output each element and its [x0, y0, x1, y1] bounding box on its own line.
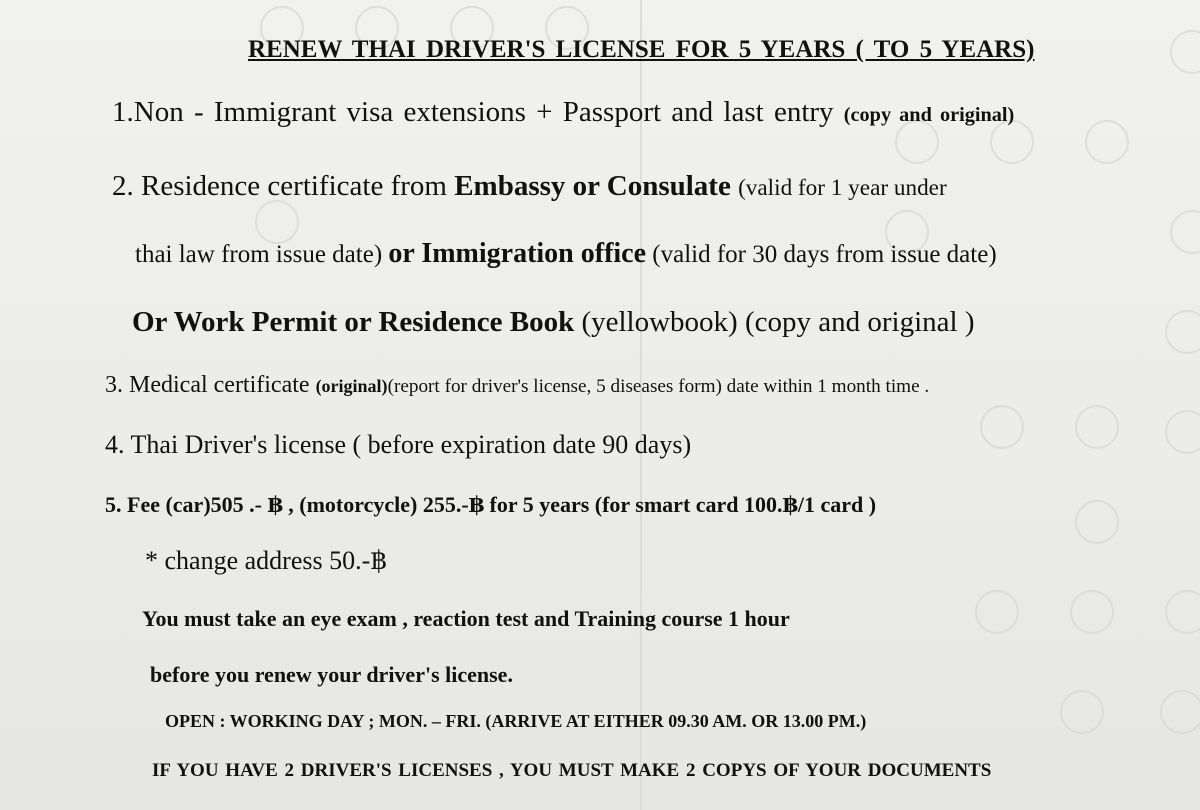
requirement-3-original: (original) — [315, 376, 388, 396]
requirement-2-validity: (valid for 1 year under — [738, 175, 947, 201]
requirement-2-line3 — [132, 306, 974, 339]
requirement-2-law: thai law from issue date) — [135, 241, 383, 268]
background-mark — [980, 405, 1024, 449]
requirement-2-embassy: Embassy or Consulate — [454, 170, 731, 202]
requirement-2-work-permit: Or Work Permit or Residence Book — [132, 306, 575, 338]
background-mark — [1165, 410, 1200, 454]
opening-hours: OPEN : WORKING DAY ; MON. – FRI. (ARRIVE AT EITHER 09.30 AM. OR 13.00 PM.) — [165, 711, 867, 731]
requirement-2-immigration-validity: (valid for 30 days from issue date) — [652, 241, 997, 268]
requirement-1-note: (copy and original) — [843, 104, 1015, 126]
requirement-2-yellowbook: (yellowbook) (copy and original ) — [581, 306, 975, 338]
requirement-3-text: 3. Medical certificate — [105, 372, 310, 398]
change-address-fee: * change address 50.-฿ — [145, 546, 387, 575]
requirement-2-immigration: or Immigration office — [388, 238, 647, 269]
background-mark — [1170, 30, 1200, 74]
requirement-2-text: 2. Residence certificate from — [112, 170, 447, 202]
background-mark — [1165, 310, 1200, 354]
background-mark — [1170, 210, 1200, 254]
background-mark — [1075, 405, 1119, 449]
requirement-3 — [105, 372, 929, 399]
page-title: RENEW THAI DRIVER'S LICENSE FOR 5 YEARS ( TO 5 YEARS) — [248, 36, 1035, 63]
requirement-4: 4. Thai Driver's license ( before expiration date 90 days) — [105, 430, 692, 459]
requirement-1-text: 1.Non - Immigrant visa extensions + Passport and last entry — [112, 96, 834, 128]
requirement-2 — [112, 170, 947, 203]
copies-warning: IF YOU HAVE 2 DRIVER'S LICENSES , YOU MUST MAKE 2 COPYS OF YOUR DOCUMENTS — [152, 760, 992, 781]
background-mark — [975, 590, 1019, 634]
requirement-3-detail: (report for driver's license, 5 diseases form) date within 1 month time . — [387, 376, 930, 397]
requirement-2-line2 — [135, 238, 997, 270]
requirement-1 — [112, 96, 1014, 129]
exam-note-2: before you renew your driver's license. — [150, 662, 513, 687]
requirement-5-fee: 5. Fee (car)505 .- ฿ , (motorcycle) 255.-฿ for 5 years (for smart card 100.฿/1 card ) — [105, 492, 877, 517]
background-mark — [1060, 690, 1104, 734]
exam-note-1: You must take an eye exam , reaction test and Training course 1 hour — [142, 606, 790, 631]
background-mark — [1075, 500, 1119, 544]
background-mark — [1070, 590, 1114, 634]
background-mark — [1165, 590, 1200, 634]
background-mark — [1085, 120, 1129, 164]
background-mark — [1160, 690, 1200, 734]
